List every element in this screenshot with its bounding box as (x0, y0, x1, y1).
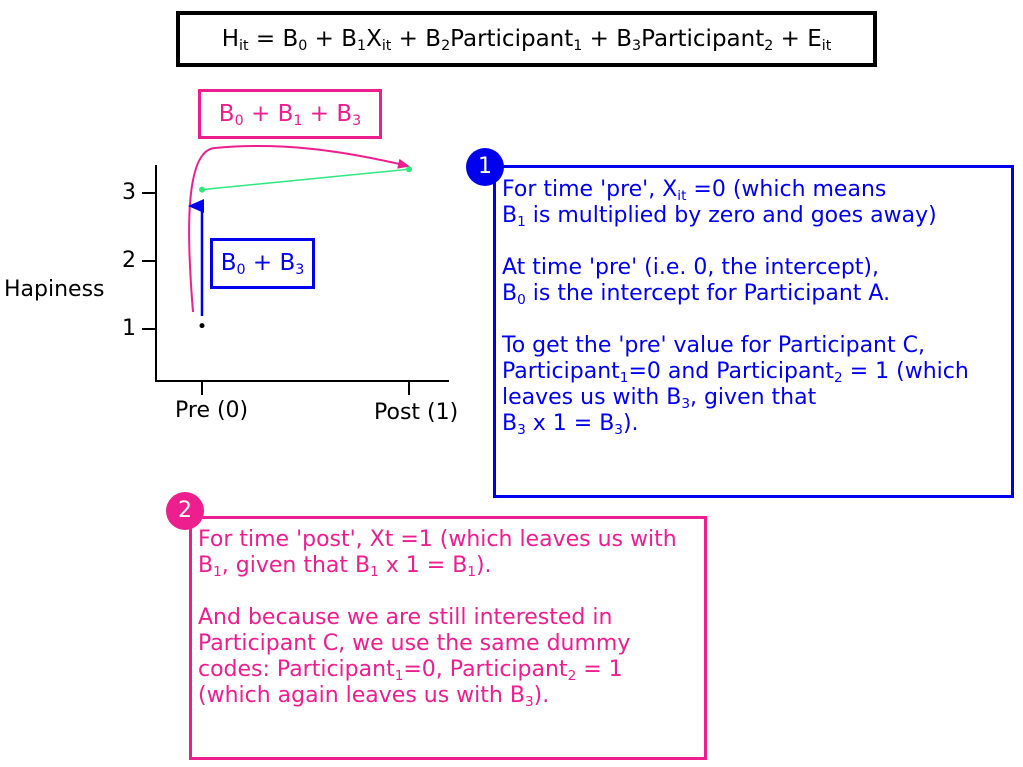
series-point (406, 166, 412, 172)
post-explanation-box (189, 516, 707, 760)
y-axis-label: Hapiness (4, 277, 105, 302)
step-one-badge: 1 (466, 148, 504, 186)
post-paragraph-1: For time 'post', Xt =1 (which leaves us with $B_1$, given that $B_1$ x $1 = B_1$). (198, 527, 677, 580)
y-tick-label: 1 (122, 316, 136, 341)
pre-sum-label: $B_0 + B_3$ (210, 238, 315, 289)
pre-paragraph-2: At time 'pre' (i.e. 0, the intercept), $B_0$ is the intercept for Participant A. (502, 255, 891, 308)
y-tick-label: 3 (122, 180, 136, 205)
pre-explanation-box (493, 165, 1014, 498)
pre-paragraph-1: For time 'pre', $X_{it} =0$ (which means $B_1$ is multiplied by zero and goes away) (502, 177, 937, 230)
series-point (199, 187, 205, 193)
step-two-badge: 2 (166, 492, 204, 530)
pre-paragraph-3: To get the 'pre' value for Participant C, Participant$_1$=0 and Participant$_2$ = 1 (which leaves us with $B_3$, given that $B_3$ x $1 = B_3$). (502, 333, 976, 438)
post-paragraph-2: And because we are still interested in Participant C, we use the same dummy codes: Participant$_1$=0, Participant$_2$ = 1 (which again leaves us with $B_3$). (198, 605, 631, 710)
series-line (202, 169, 409, 189)
x-tick-label-post: Post (1) (374, 400, 459, 425)
y-tick-label: 2 (122, 248, 136, 273)
post-sum-label: $B_0 + B_1 + B_3$ (198, 89, 382, 139)
regression-equation: $H_{it} = B_0 + B_1X_{it}$ + $B_2Participant_1$ + $B_3Participant_2 + E_{it}$ (176, 11, 877, 67)
x-tick-label-pre: Pre (0) (175, 398, 249, 423)
data-point (200, 323, 205, 328)
